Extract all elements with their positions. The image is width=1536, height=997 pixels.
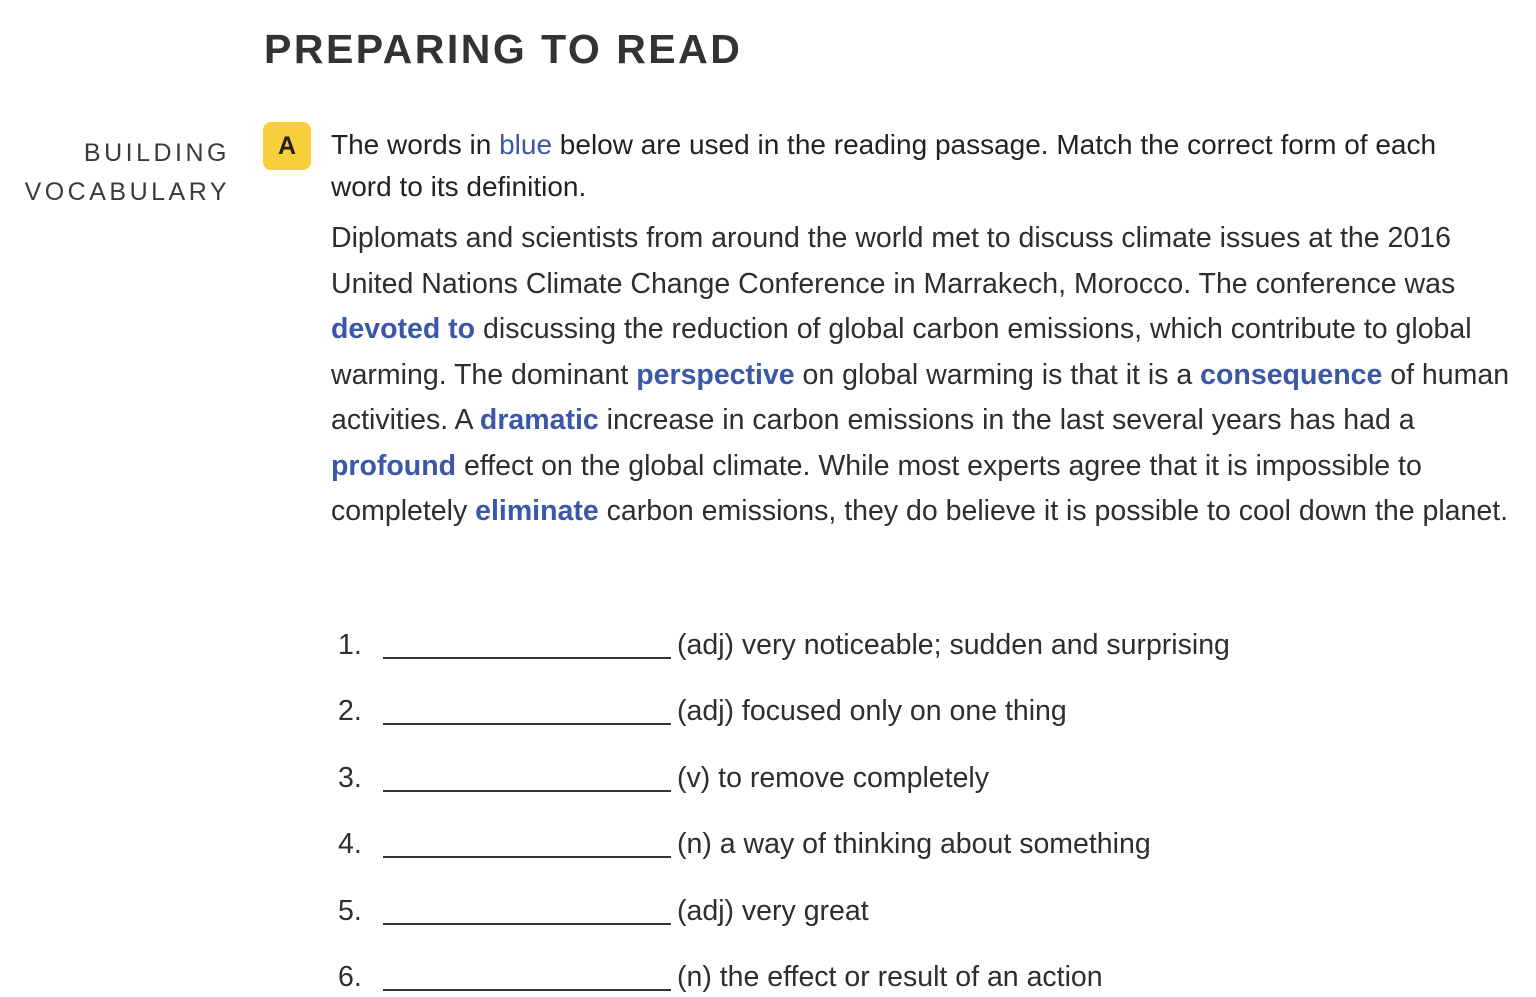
passage-text: of human activities. A bbox=[331, 359, 1509, 437]
passage-text: Diplomats and scientists from around the world met to discuss climate issues at the 2016 United Nations Climate Change Conference in Marrakech, Morocco. The conference was bbox=[331, 222, 1455, 300]
section-label-line-2: VOCABULARY bbox=[25, 173, 230, 212]
reading-passage bbox=[331, 216, 1511, 535]
instruction-text: The words in bbox=[331, 129, 499, 160]
vocab-word-dramatic: dramatic bbox=[480, 404, 599, 436]
matching-items-list bbox=[338, 598, 1338, 997]
passage-text: increase in carbon emissions in the last several years has had a bbox=[599, 404, 1415, 436]
passage-text: effect on the global climate. While most experts agree that it is impossible to completely bbox=[331, 450, 1422, 528]
vocab-word-profound: profound bbox=[331, 450, 456, 482]
item-definition: (adj) very great bbox=[677, 891, 869, 931]
vocab-word-devoted-to: devoted to bbox=[331, 313, 475, 345]
exercise-instructions bbox=[331, 124, 1501, 208]
item-definition: (adj) focused only on one thing bbox=[677, 691, 1067, 731]
passage-text: carbon emissions, they do believe it is possible to cool down the planet. bbox=[599, 495, 1508, 527]
vocab-word-perspective: perspective bbox=[636, 359, 794, 391]
matching-item bbox=[338, 598, 1338, 665]
exercise-letter-badge: A bbox=[263, 122, 311, 170]
answer-blank[interactable] bbox=[383, 758, 671, 792]
section-label-line-1: BUILDING bbox=[25, 134, 230, 173]
matching-item bbox=[338, 665, 1338, 732]
item-definition: (n) the effect or result of an action bbox=[677, 957, 1103, 997]
item-number: 3. bbox=[338, 758, 383, 798]
item-definition: (v) to remove completely bbox=[677, 758, 989, 798]
item-number: 2. bbox=[338, 691, 383, 731]
answer-blank[interactable] bbox=[383, 891, 671, 925]
vocab-word-eliminate: eliminate bbox=[475, 495, 599, 527]
matching-item bbox=[338, 731, 1338, 798]
item-number: 4. bbox=[338, 824, 383, 864]
item-definition: (adj) very noticeable; sudden and surprising bbox=[677, 625, 1230, 665]
answer-blank[interactable] bbox=[383, 691, 671, 725]
item-number: 1. bbox=[338, 625, 383, 665]
instruction-text: below are used in the reading passage. Match the correct form of each word to its definition. bbox=[331, 129, 1436, 202]
section-label bbox=[25, 134, 230, 212]
passage-text: on global warming is that it is a bbox=[795, 359, 1201, 391]
item-number: 5. bbox=[338, 891, 383, 931]
matching-item bbox=[338, 931, 1338, 997]
matching-item bbox=[338, 798, 1338, 865]
item-definition: (n) a way of thinking about something bbox=[677, 824, 1151, 864]
page-title: PREPARING TO READ bbox=[264, 26, 742, 73]
item-number: 6. bbox=[338, 957, 383, 997]
passage-text: discussing the reduction of global carbon emissions, which contribute to global warming. The dominant bbox=[331, 313, 1472, 391]
answer-blank[interactable] bbox=[383, 957, 671, 991]
instruction-blue-word: blue bbox=[499, 129, 552, 160]
answer-blank[interactable] bbox=[383, 625, 671, 659]
matching-item bbox=[338, 864, 1338, 931]
answer-blank[interactable] bbox=[383, 824, 671, 858]
vocab-word-consequence: consequence bbox=[1200, 359, 1382, 391]
